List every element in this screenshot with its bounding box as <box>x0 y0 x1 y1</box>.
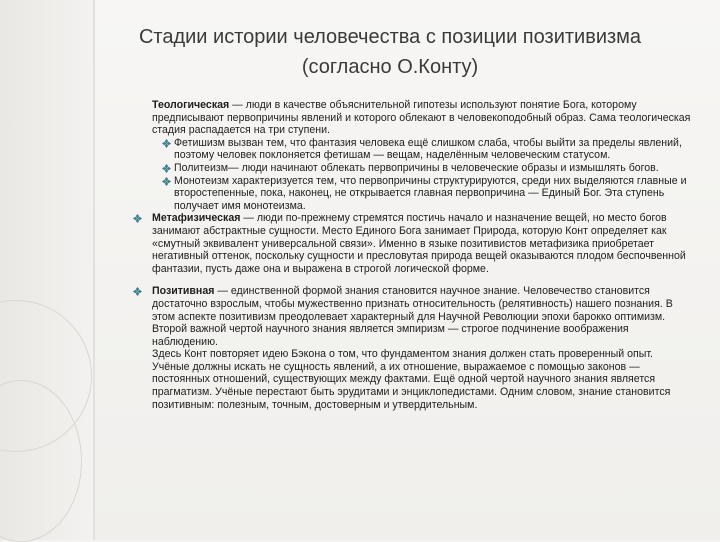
stage-term: Позитивная <box>152 285 215 298</box>
sub-item-polytheism <box>112 162 692 175</box>
stage-term: Метафизическая <box>152 212 241 225</box>
diamond-bullet-icon <box>133 214 142 223</box>
stage-term: Теологическая <box>152 99 230 111</box>
slide-content <box>112 99 692 411</box>
stage-description-continued: Здесь Конт повторяет идею Бэкона о том, что фундаментом знания должен стать проверенный опыт. Учёные должны искать не сущность явлений, а их отношение, выражаемое с помощью законов — постоянных отношений, существующих между фактами. Ещё одной чертой научного знания является прагматизм. Учёные перестают быть эрудитами и энциклопедистами. Одним словом, знание становится позитивным: полезным, точным, достоверным и утвердительным. <box>152 348 671 411</box>
slide-title <box>100 22 680 82</box>
sub-item-fetishism <box>112 137 692 162</box>
diamond-bullet-icon <box>162 177 171 186</box>
stage-description: — люди по-прежнему стремятся постичь начало и назначение вещей, но место богов занимают абстрактные сущности. Место Единого Бога занимает Природа, которую Конт определяет как «смутный эквивалент универсальной связи». Именно в языке позитивистов метафизика приобретает негативный оттенок, поскольку сущности и пресловутая природа вещей оказываются плодом беспочвенной фантазии, пусть даже она и выражена в строгой логической форме. <box>152 212 686 275</box>
sub-item-text: Политеизм— люди начинают облекать первопричины в человеческие образы и измышлять богов. <box>174 161 659 174</box>
stage-theological <box>112 99 692 137</box>
stage-metaphysical <box>112 212 692 275</box>
title-line-2: (согласно О.Конту) <box>301 56 479 78</box>
diamond-bullet-icon <box>162 139 171 148</box>
stage-description: — единственной формой знания становится научное знание. Человечество становится достаточно взрослым, чтобы мужественно признать относительность (релятивность) нашего познания. В этом аспекте позитивизм преодолевает характерный для Научной Революции эпохи барокко оптимизм. Второй важной чертой научного знания является эмпиризм — строгое подчинение воображения наблюдению. <box>152 285 673 348</box>
diamond-bullet-icon <box>162 164 171 173</box>
stage-positive <box>112 285 692 411</box>
stage-description: — люди в качестве объяснительной гипотезы используют понятие Бога, которому предписывают первопричины явлений и которого облекают в человекоподобный образ. Сама теологическая стадия распадается на три ступени. <box>152 99 691 137</box>
sub-item-monotheism <box>112 175 692 213</box>
title-line-1: Стадии истории человечества с позиции позитивизма <box>138 26 642 48</box>
sub-item-text: Фетишизм вызван тем, что фантазия человека ещё слишком слаба, чтобы выйти за пределы явлений, поэтому человек поклоняется фетишам — вещам, наделённым человеческим статусом. <box>174 136 682 162</box>
diamond-bullet-icon <box>133 287 142 296</box>
sub-item-text: Монотеизм характеризуется тем, что первопричины структурируются, среди них выделяются главные и второстепенные, пока, наконец, не открывается главная первопричина — Единый Бог. Эта ступень получает имя монотеизма. <box>174 174 687 212</box>
panel-divider <box>93 0 95 540</box>
spacer <box>112 275 692 285</box>
